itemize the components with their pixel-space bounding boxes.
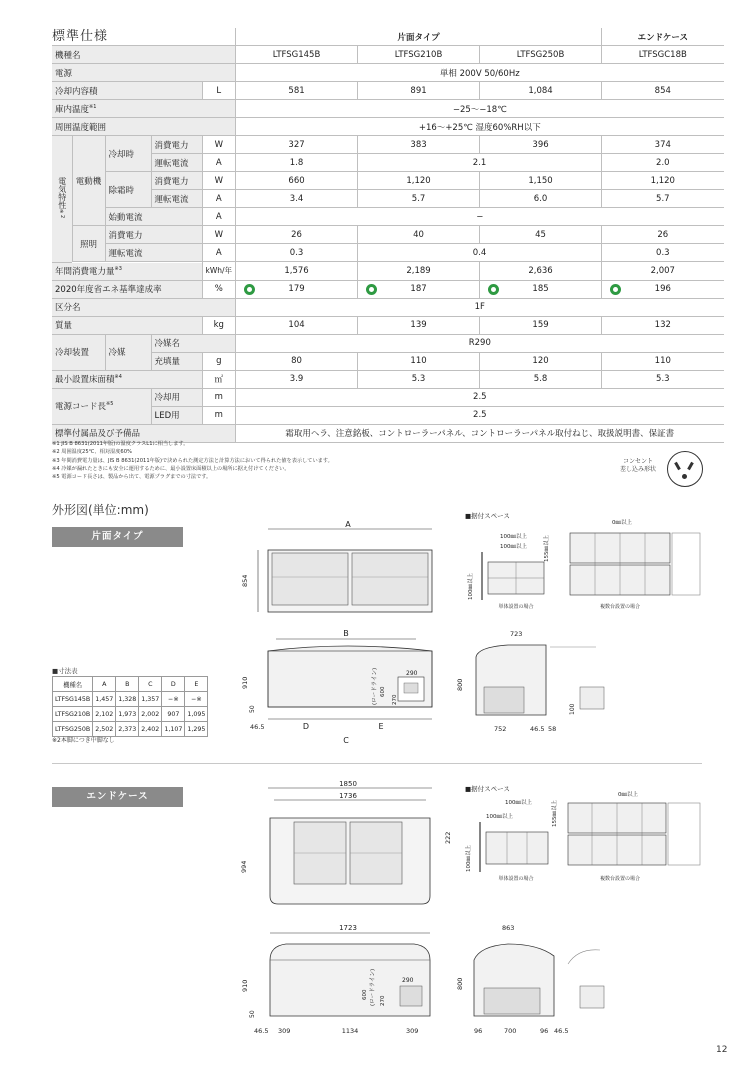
svg-text:46.5: 46.5: [254, 1027, 269, 1035]
eco-mark-icon: [610, 284, 621, 295]
cell: 6.0: [480, 190, 602, 208]
cell: 1.8: [236, 154, 358, 172]
ambient-value: +16〜+25℃ 湿度60%RH以下: [236, 118, 724, 136]
cooling-label: 冷却時: [105, 136, 151, 172]
sub-label: 冷媒名: [151, 334, 236, 352]
sub-label: 消費電力: [105, 226, 202, 244]
spec-table: [52, 28, 724, 443]
dim-cell: 2,002: [139, 707, 162, 722]
dim-cell: 2,102: [93, 707, 116, 722]
cell: 1,576: [236, 262, 358, 280]
svg-text:100㎜以上: 100㎜以上: [500, 544, 527, 550]
model-name: LTFSG250B: [480, 46, 602, 64]
dim-cell: LTFSG210B: [53, 707, 93, 722]
unit: kg: [202, 316, 236, 334]
refrigerant-label: 冷媒: [105, 334, 151, 370]
dim-cell: 907: [162, 707, 185, 722]
row-label: 質量: [52, 316, 202, 334]
cell: 5.3: [602, 370, 724, 388]
dim-cell: LTFSG145B: [53, 692, 93, 707]
svg-text:1850: 1850: [339, 780, 357, 788]
group-one-side: 片面タイプ: [236, 28, 602, 46]
dim-cell: −※: [185, 692, 208, 707]
cell: 5.8: [480, 370, 602, 388]
eco-mark-icon: [488, 284, 499, 295]
row-label: 電源コード長$^{※5}$: [52, 388, 151, 424]
row-label: 年間消費電力量$^{※3}$: [52, 262, 202, 280]
cell: 132: [602, 316, 724, 334]
svg-text:1736: 1736: [339, 792, 357, 800]
dim-header: C: [139, 677, 162, 692]
row-label: 標準付属品及び予備品: [52, 424, 236, 442]
model-name: LTFSG210B: [358, 46, 480, 64]
install-multi-drawing: [560, 515, 705, 613]
sub-label: 消費電力: [151, 172, 202, 190]
svg-text:994: 994: [240, 860, 248, 873]
dim-header: B: [116, 677, 139, 692]
model-name: LTFSG145B: [236, 46, 358, 64]
unit: A: [202, 244, 236, 262]
svg-text:1723: 1723: [339, 924, 357, 932]
unit: %: [202, 280, 236, 298]
unit: A: [202, 154, 236, 172]
svg-text:A: A: [345, 520, 351, 529]
install-single-drawing: [460, 796, 555, 888]
svg-text:96: 96: [540, 1027, 549, 1035]
footnote: ※1 JIS B 8631(2011年版)の温度クラスL1に相当します。: [52, 441, 189, 447]
model-label: 機種名: [52, 46, 236, 64]
svg-text:309: 309: [406, 1027, 419, 1035]
svg-text:309: 309: [278, 1027, 291, 1035]
svg-text:46.5: 46.5: [250, 723, 265, 731]
svg-text:270: 270: [392, 694, 398, 705]
end-case-end-drawing: [456, 920, 608, 1040]
dim-cell: 1,107: [162, 722, 185, 737]
end-case-plan-drawing: [236, 920, 468, 1040]
svg-text:50: 50: [249, 1010, 256, 1018]
row-label: 冷却内容積: [52, 82, 202, 100]
power-value: 単相 200V 50/60Hz: [236, 64, 724, 82]
unit: m: [202, 388, 236, 406]
footnote: ※3 年間消費電力量は、JIS B 8631(2011年版)で決められた測定方法と計算方法において得られた値を表示しています。: [52, 457, 333, 464]
svg-text:100㎜以上: 100㎜以上: [486, 814, 513, 820]
unit: kWh/年: [202, 262, 236, 280]
cell: 891: [358, 82, 480, 100]
temp-value: −25〜−18℃: [236, 100, 724, 118]
svg-text:800: 800: [456, 977, 464, 990]
cell: 159: [480, 316, 602, 334]
page-number: 12: [716, 1045, 728, 1055]
eco-cell: 187: [358, 280, 480, 298]
svg-text:600: 600: [380, 686, 386, 697]
dim-cell: 1,095: [185, 707, 208, 722]
cell: 2,636: [480, 262, 602, 280]
svg-text:0㎜以上: 0㎜以上: [612, 520, 632, 526]
dim-cell: LTFSG250B: [53, 722, 93, 737]
svg-text:910: 910: [241, 676, 249, 689]
cell: R290: [236, 334, 724, 352]
one-side-plan-drawing: [236, 627, 468, 747]
cell: 霜取用ヘラ、注意銘板、コントローラーパネル、コントローラーパネル取付ねじ、取扱説明書、保証書: [236, 424, 724, 442]
cell: 581: [236, 82, 358, 100]
cell: 0.4: [358, 244, 602, 262]
dim-table: [52, 676, 208, 737]
cell: 2.5: [236, 406, 724, 424]
dim-cell: 2,402: [139, 722, 162, 737]
row-label: 2020年度省エネ基準達成率: [52, 280, 202, 298]
row-label: 庫内温度$^{※1}$: [52, 100, 236, 118]
svg-text:290: 290: [406, 670, 418, 677]
svg-text:46.5: 46.5: [554, 1027, 569, 1035]
dim-header: A: [93, 677, 116, 692]
cell: 2.1: [358, 154, 602, 172]
svg-text:(ロードライン): (ロードライン): [370, 968, 376, 1006]
page-title: 標準仕様: [52, 29, 109, 44]
svg-text:155㎜以上: 155㎜以上: [552, 800, 558, 827]
cell: 374: [602, 136, 724, 154]
cell: 110: [602, 352, 724, 370]
elec-group-label: 電気特性※2: [52, 136, 72, 263]
lighting-label: 照明: [72, 226, 105, 262]
dim-table-title: ■寸法表: [52, 667, 78, 675]
unit: W: [202, 136, 236, 154]
cell: 5.7: [602, 190, 724, 208]
footnote: ※5 電源コード長さは、製品から出て、電源プラグまでの寸法です。: [52, 474, 212, 481]
one-side-tag: 片面タイプ: [52, 527, 183, 547]
svg-text:(ロードライン): (ロードライン): [372, 667, 378, 705]
svg-text:100㎜以上: 100㎜以上: [468, 573, 474, 600]
footnotes: [52, 440, 333, 481]
unit: A: [202, 208, 236, 226]
row-label: 最小設置床面積$^{※4}$: [52, 370, 202, 388]
cell: 1,120: [358, 172, 480, 190]
dim-cell: 2,373: [116, 722, 139, 737]
svg-text:1134: 1134: [341, 1027, 359, 1035]
end-case-front-drawing: [236, 778, 456, 913]
svg-text:100㎜以上: 100㎜以上: [500, 534, 527, 540]
eco-cell: 185: [480, 280, 602, 298]
cell: 120: [480, 352, 602, 370]
cell: 660: [236, 172, 358, 190]
unit: g: [202, 352, 236, 370]
one-side-end-drawing: [456, 627, 608, 737]
motor-label: 電動機: [72, 136, 105, 226]
one-side-front-drawing: [236, 517, 436, 622]
cell: 2,189: [358, 262, 480, 280]
cell: 110: [358, 352, 480, 370]
svg-text:723: 723: [510, 630, 523, 638]
install-single-drawing: [460, 522, 555, 610]
svg-text:290: 290: [402, 977, 414, 984]
eco-cell: 179: [236, 280, 358, 298]
svg-text:910: 910: [241, 979, 249, 992]
svg-text:863: 863: [502, 924, 515, 932]
svg-text:50: 50: [249, 705, 256, 713]
plug-label: コンセント 差し込み形状: [619, 458, 656, 473]
install-space-label: ■据付スペース: [465, 512, 510, 520]
svg-text:単体設置の場合: 単体設置の場合: [498, 604, 534, 610]
svg-text:155㎜以上: 155㎜以上: [544, 535, 550, 562]
svg-text:複数台設置の場合: 複数台設置の場合: [599, 876, 641, 882]
svg-text:222: 222: [444, 831, 452, 844]
unit: m: [202, 406, 236, 424]
dim-header: 機種名: [53, 677, 93, 692]
divider: [52, 763, 702, 764]
cell: 1,084: [480, 82, 602, 100]
row-label: 区分名: [52, 298, 236, 316]
cell: 3.4: [236, 190, 358, 208]
cell: 2.5: [236, 388, 724, 406]
footnote: ※2 周囲温度25℃、相対湿度60%: [52, 449, 132, 456]
unit: W: [202, 226, 236, 244]
unit: A: [202, 190, 236, 208]
dim-cell: 2,502: [93, 722, 116, 737]
cell: 327: [236, 136, 358, 154]
svg-text:E: E: [378, 722, 384, 731]
unit: L: [202, 82, 236, 100]
dim-cell: 1,295: [185, 722, 208, 737]
eco-mark-icon: [244, 284, 255, 295]
cell: 0.3: [602, 244, 724, 262]
sub-label: 運転電流: [151, 190, 202, 208]
row-label: 冷却装置: [52, 334, 105, 370]
dim-cell: 1,357: [139, 692, 162, 707]
cell: 104: [236, 316, 358, 334]
install-multi-drawing: [552, 787, 705, 887]
cell: 40: [358, 226, 480, 244]
cell: 80: [236, 352, 358, 370]
sub-label: 充填量: [151, 352, 202, 370]
eco-mark-icon: [366, 284, 377, 295]
defrost-label: 除霜時: [105, 172, 151, 208]
svg-text:B: B: [343, 629, 349, 638]
outline-title: 外形図(単位:mm): [52, 503, 149, 517]
cell: −: [236, 208, 724, 226]
dim-cell: 1,328: [116, 692, 139, 707]
dim-cell: 1,973: [116, 707, 139, 722]
unit: ㎡: [202, 370, 236, 388]
dim-header: D: [162, 677, 185, 692]
group-end-case: エンドケース: [602, 28, 724, 46]
cell: 383: [358, 136, 480, 154]
cell: 45: [480, 226, 602, 244]
cell: 5.7: [358, 190, 480, 208]
cell: 3.9: [236, 370, 358, 388]
svg-text:100㎜以上: 100㎜以上: [466, 845, 472, 872]
eco-cell: 196: [602, 280, 724, 298]
sub-label: 運転電流: [105, 244, 202, 262]
cell: 854: [602, 82, 724, 100]
row-label: 電源: [52, 64, 236, 82]
cell: 1,150: [480, 172, 602, 190]
svg-text:100: 100: [569, 703, 576, 715]
svg-text:0㎜以上: 0㎜以上: [618, 792, 638, 798]
dim-note: ※2本脚につき中脚なし: [52, 737, 115, 744]
svg-text:100㎜以上: 100㎜以上: [505, 800, 532, 806]
cell: 1,120: [602, 172, 724, 190]
cell: 0.3: [236, 244, 358, 262]
outlet-icon: [667, 451, 703, 487]
model-name: LTFSGC18B: [602, 46, 724, 64]
svg-text:752: 752: [494, 725, 507, 733]
svg-text:854: 854: [241, 574, 249, 587]
cell: 396: [480, 136, 602, 154]
svg-text:C: C: [343, 736, 349, 745]
cell: 26: [236, 226, 358, 244]
install-space-label: ■据付スペース: [465, 785, 510, 793]
cell: 5.3: [358, 370, 480, 388]
svg-text:58: 58: [548, 725, 557, 733]
svg-text:600: 600: [362, 989, 368, 1000]
sub-label: 運転電流: [151, 154, 202, 172]
unit: W: [202, 172, 236, 190]
cell: 1F: [236, 298, 724, 316]
sub-label: LED用: [151, 406, 202, 424]
svg-text:800: 800: [456, 678, 464, 691]
svg-text:複数台設置の場合: 複数台設置の場合: [599, 604, 641, 610]
svg-text:単体設置の場合: 単体設置の場合: [498, 876, 534, 882]
sub-label: 消費電力: [151, 136, 202, 154]
sub-label: 始動電流: [105, 208, 202, 226]
sub-label: 冷却用: [151, 388, 202, 406]
cell: 26: [602, 226, 724, 244]
cell: 2.0: [602, 154, 724, 172]
row-label: 周囲温度範囲: [52, 118, 236, 136]
cell: 139: [358, 316, 480, 334]
dim-header: E: [185, 677, 208, 692]
dim-cell: 1,457: [93, 692, 116, 707]
svg-text:700: 700: [504, 1027, 517, 1035]
svg-text:270: 270: [380, 995, 386, 1006]
svg-text:46.5: 46.5: [530, 725, 545, 733]
dim-cell: −※: [162, 692, 185, 707]
footnote: ※4 冷媒が漏れたときにも安全に運用するために、最小設置床面積以上の場所に据え付けてください。: [52, 465, 290, 472]
svg-text:96: 96: [474, 1027, 483, 1035]
svg-text:D: D: [302, 722, 310, 731]
cell: 2,007: [602, 262, 724, 280]
end-case-tag: エンドケース: [52, 787, 183, 807]
